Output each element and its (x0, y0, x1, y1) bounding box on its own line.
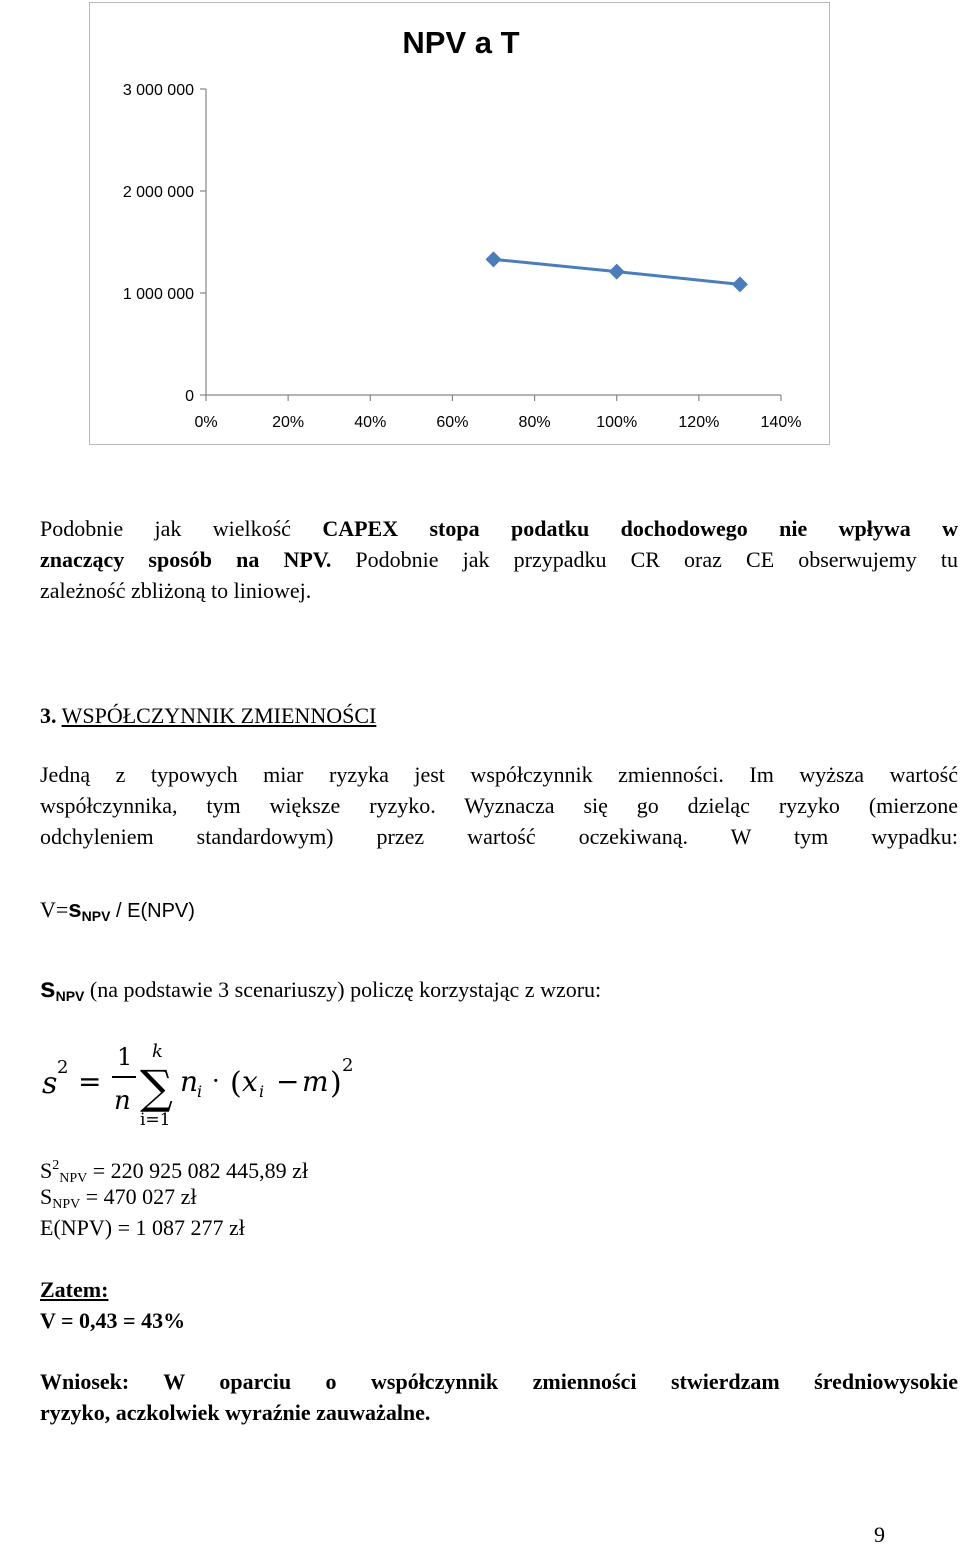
vf-lower: i=1 (140, 1110, 171, 1130)
vf-s: s (42, 1066, 58, 1101)
vf-minus: − (276, 1065, 300, 1098)
vf-num: 1 (117, 1043, 133, 1071)
section-number: 3. (40, 703, 57, 728)
vf-rparen: ) (330, 1066, 342, 1101)
r2-s: S (40, 1184, 53, 1209)
formula-v-s: s (68, 896, 82, 923)
section-heading (40, 700, 958, 731)
vf-lparen: ( (230, 1066, 242, 1101)
x-tick-label: 40% (354, 414, 387, 431)
s-npv-text: (na podstawie 3 scenariuszy) policzę korzystając z wzoru: (84, 977, 602, 1002)
x-tick-label: 60% (436, 414, 469, 431)
r2-sub: NPV (52, 1197, 81, 1212)
r2-value: = 470 027 zł (80, 1184, 197, 1209)
paragraph-2-line-3: odchyleniem standardowym) przez wartość oczekiwaną. W tym wypadku: (40, 824, 958, 849)
p1-bold: CAPEX stopa podatku dochodowego nie wpływa w (322, 516, 958, 541)
vf-exp2: 2 (342, 1055, 354, 1076)
data-point-marker (486, 251, 502, 267)
paragraph-2-line-2: współczynnika, tym większe ryzyko. Wyznacza się go dzieląc ryzyko (mierzone (40, 793, 958, 818)
formula-v (40, 894, 195, 932)
vf-den: n (114, 1086, 131, 1116)
r1-sup: 2 (52, 1158, 60, 1173)
vf-m: m (302, 1065, 329, 1098)
r1-value: = 220 925 082 445,89 zł (87, 1158, 309, 1183)
vf-n-sub: i (197, 1082, 203, 1101)
p1-text-2: Podobnie jak przypadku CR oraz CE obserwujemy tu (331, 547, 958, 572)
variance-formula (40, 1035, 370, 1130)
conclusion-line-2: ryzyko, aczkolwiek wyraźnie zauważalne. (40, 1400, 431, 1425)
conclusion-line-1: Wniosek: W oparciu o współczynnik zmienności stwierdzam średniowysokie (40, 1369, 958, 1394)
vf-exp: 2 (57, 1057, 69, 1078)
formula-v-sub: NPV (81, 908, 111, 924)
paragraph-1-line-3: zależność zbliżoną to liniowej. (40, 578, 312, 603)
p1-text: Podobnie jak wielkość (40, 516, 323, 541)
s-npv-line (40, 972, 601, 1012)
y-tick-label: 1 000 000 (122, 286, 194, 303)
formula-v-lhs: V= (40, 897, 69, 922)
x-tick-label: 80% (518, 414, 551, 431)
conclusion-value: V = 0,43 = 43% (40, 1308, 186, 1333)
chart-canvas (90, 3, 831, 446)
chart-title: NPV a T (402, 25, 520, 60)
paragraph-2-line-1: Jedną z typowych miar ryzyka jest współczynnik zmienności. Im wyższa wartość (40, 762, 958, 787)
formula-v-rest: / E(NPV) (110, 900, 195, 922)
s-npv-sub: NPV (55, 988, 85, 1004)
vf-upper: k (152, 1041, 163, 1062)
vf-x-sub: i (259, 1082, 265, 1101)
x-tick-label: 0% (194, 414, 218, 431)
y-tick-label: 2 000 000 (122, 184, 194, 201)
x-tick-label: 140% (760, 414, 802, 431)
vf-x: x (242, 1065, 258, 1098)
r1-sub: NPV (59, 1171, 88, 1186)
s-npv-symbol: s (40, 972, 56, 1003)
result-expected: E(NPV) = 1 087 277 zł (40, 1215, 245, 1240)
x-tick-label: 100% (596, 414, 638, 431)
page-number: 9 (874, 1522, 885, 1547)
section-title: WSPÓŁCZYNNIK ZMIENNOŚCI (61, 703, 377, 728)
data-point-marker (732, 276, 748, 292)
paragraph-1-line-2 (40, 544, 958, 575)
vf-dot: · (212, 1067, 220, 1095)
vf-sigma: ∑ (140, 1060, 173, 1114)
npv-chart (89, 2, 830, 445)
conclusion-label: Zatem: (40, 1277, 109, 1302)
p1-bold-2: znaczący sposób na NPV. (40, 547, 332, 572)
y-tick-label: 0 (185, 388, 194, 405)
paragraph-1-line-1 (40, 513, 958, 544)
x-tick-label: 120% (678, 414, 720, 431)
x-tick-label: 20% (272, 414, 305, 431)
r1-s: S (40, 1158, 53, 1183)
y-tick-label: 3 000 000 (122, 82, 194, 99)
data-point-marker (609, 264, 625, 280)
vf-eq: = (78, 1065, 102, 1098)
vf-n: n (180, 1065, 199, 1098)
